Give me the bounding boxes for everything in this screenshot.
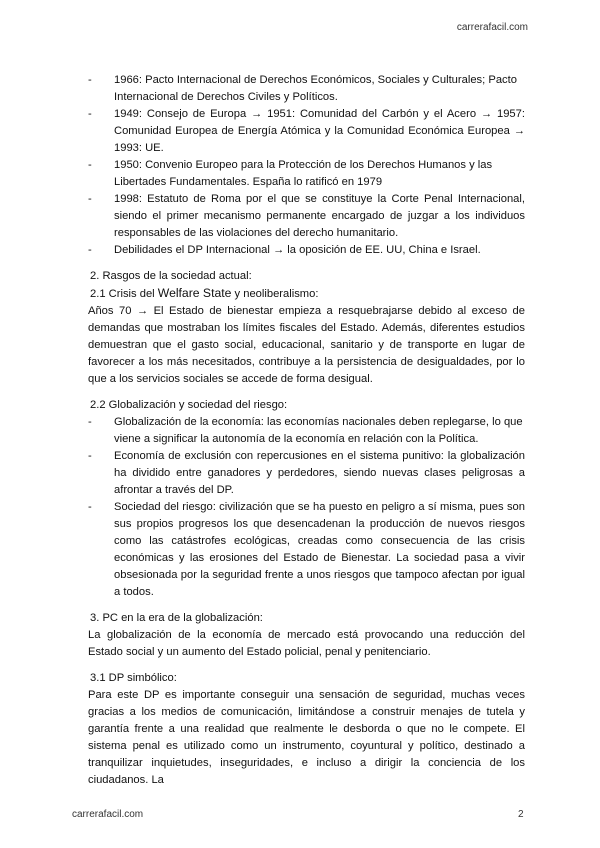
list-item: - 1949: Consejo de Europa → 1951: Comunidad del Carbón y el Acero → 1957: Comunidad Europea de Energía Atómica y la Comunidad Económica Europea → 1993: UE. [88, 108, 525, 154]
page-content [88, 72, 525, 789]
list-item: - Debilidades el DP Internacional → la oposición de EE. UU, China e Israel. [88, 242, 525, 259]
footer-site-name: carrerafacil.com [72, 809, 144, 820]
list-item: - 1998: Estatuto de Roma por el que se constituye la Corte Penal Internacional, siendo el primer mecanismo permanente encargado de juzgar a los individuos responsables de las violaciones del derecho humanitario. [88, 193, 525, 239]
section-heading-3: 3. PC en la era de la globalización: [90, 612, 263, 624]
subsection-heading-2-1: 2.1 Crisis del Welfare State y neoliberalismo: [90, 286, 319, 300]
bullet-marker: - [88, 416, 92, 428]
list-item: - 1950: Convenio Europeo para la Protección de los Derechos Humanos y las Libertades Fundamentales. España lo ratificó en 1979 [88, 159, 493, 188]
bullet-marker: - [88, 193, 92, 205]
bullet-marker: - [88, 159, 92, 171]
bullet-marker: - [88, 74, 92, 86]
subsection-heading-3-1: 3.1 DP simbólico: [90, 672, 177, 684]
list-item: - Globalización de la economía: las economías nacionales deben replegarse, lo que viene a significar la autonomía de la economía en relación con la Política. [88, 416, 523, 445]
top-bullet-list [88, 72, 525, 259]
paragraph-symbolic-dp: Para este DP es importante conseguir una sensación de seguridad, muchas veces gracias a los medios de comunicación, limitándose a construir menajes de tutela y garantía frente a una realidad que realmente le desborda o que no le compete. El sistema penal es utilizado como un instrumento, coyuntural y político, destinado a tranquilizar inquietudes, inseguridades, e incluso a dirigir la conciencia de los ciudadanos. La [88, 689, 525, 786]
paragraph-welfare-state: Años 70 → El Estado de bienestar empieza a resquebrajarse debido al exceso de demandas que mostraban los límites fiscales del Estado. Además, diferentes estudios demuestran que el gasto social, educacional, sanitario y de transporte en lugar de favorecer a los más necesitados, contribuye a la persistencia de desigualdades, por lo que a los servicios sociales se accede de forma desigual. [88, 305, 525, 385]
welfare-state-term: Welfare State [157, 286, 232, 300]
page-number: 2 [518, 809, 524, 820]
paragraph-globalization-pc: La globalización de la economía de mercado está provocando una reducción del Estado social y un aumento del Estado policial, penal y penitenciario. [88, 629, 525, 658]
bullet-marker: - [88, 244, 92, 256]
section-heading-2: 2. Rasgos de la sociedad actual: [90, 270, 252, 282]
bullet-marker: - [88, 450, 92, 462]
subsection-heading-2-2: 2.2 Globalización y sociedad del riesgo: [90, 399, 288, 411]
bullet-marker: - [88, 108, 92, 120]
list-item: - Economía de exclusión con repercusiones en el sistema punitivo: la globalización ha dividido entre ganadores y perdedores, siendo nuevas clases peligrosas a afrontar a través del DP. [88, 450, 525, 496]
list-item: - Sociedad del riesgo: civilización que se ha puesto en peligro a sí misma, pues son sus propios progresos los que desencadenan la producción de nuevos riesgos como las catástrofes ecológicas, creadas como consecuencia de las crisis económicas y las erosiones del Estado de Bienestar. La sociedad pasa a vivir obsesionada por la seguridad frente a unos riesgos que tampoco afectan por igual a todos. [88, 501, 525, 598]
globalization-bullet-list [88, 414, 525, 601]
bullet-marker: - [88, 501, 92, 513]
list-item: - 1966: Pacto Internacional de Derechos Económicos, Sociales y Culturales; Pacto Internacional de Derechos Civiles y Políticos. [88, 74, 517, 103]
header-site-name: carrerafacil.com [456, 22, 528, 33]
